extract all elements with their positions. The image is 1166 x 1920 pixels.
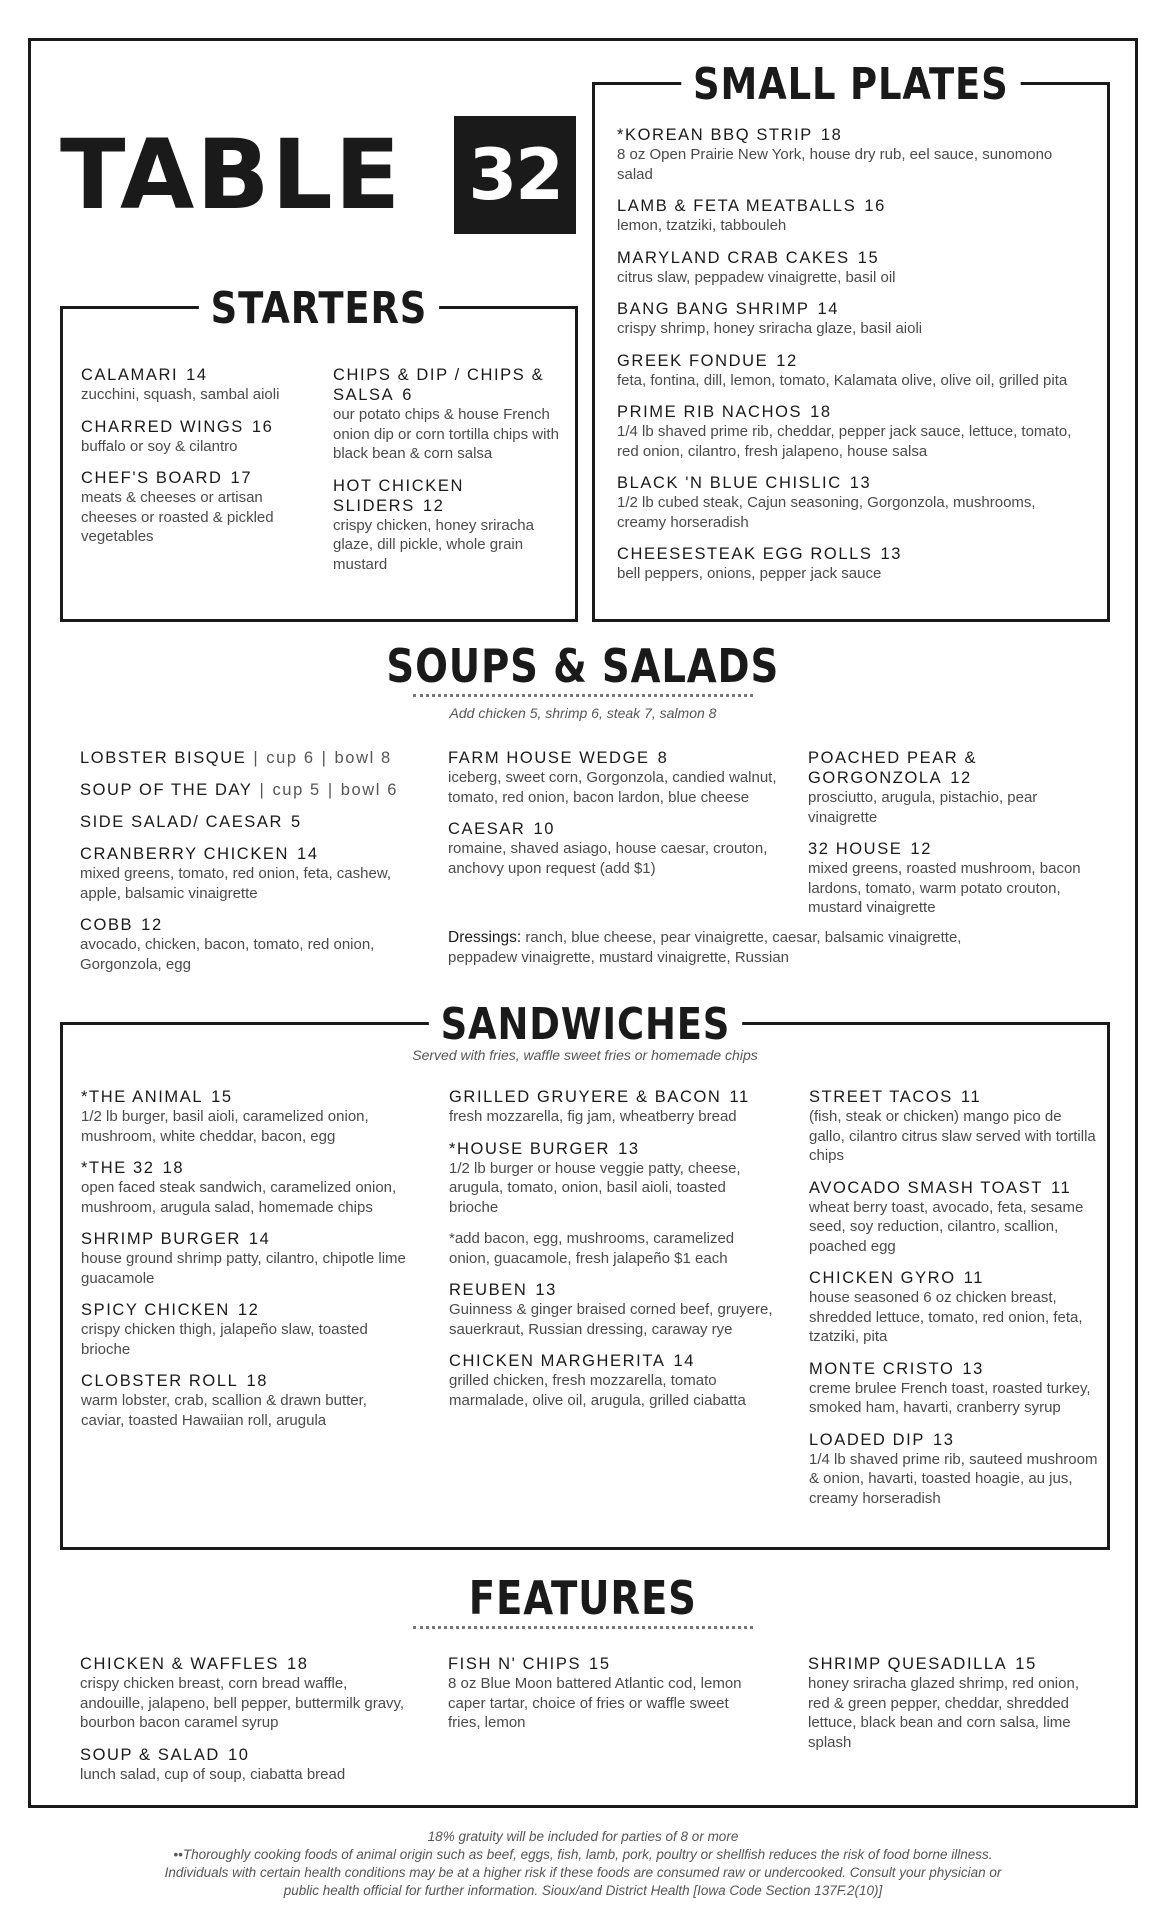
item-description: crispy shrimp, honey sriracha glaze, basil aioli: [617, 320, 923, 337]
item-name: [81, 1371, 411, 1391]
item-name: [81, 365, 301, 385]
item-price: 15: [1015, 1655, 1037, 1673]
item-description: zucchini, squash, sambal aioli: [81, 386, 280, 403]
logo-number-box: 32: [454, 116, 576, 234]
item-title: CHICKEN GYRO: [809, 1269, 956, 1287]
menu-item: [808, 839, 1088, 918]
section-subtitle: Served with fries, waffle sweet fries or homemade chips: [412, 1047, 758, 1063]
item-description: crispy chicken breast, corn bread waffle, andouille, jalapeno, bell pepper, buttermilk gravy, bourbon bacon caramel syrup: [80, 1675, 405, 1731]
item-price: 18: [246, 1372, 268, 1390]
item-name: [81, 1087, 411, 1107]
menu-item: [449, 1087, 774, 1127]
item-title: CHICKEN MARGHERITA: [449, 1352, 666, 1370]
item-price: 13: [618, 1139, 640, 1158]
item-price: 14: [673, 1352, 695, 1370]
soups-salads-header: [0, 640, 1166, 721]
item-name: [808, 1654, 1098, 1674]
menu-item: [333, 476, 561, 575]
item-title: BANG BANG SHRIMP: [617, 300, 810, 318]
item-title: SIDE SALAD/ CAESAR: [80, 813, 284, 831]
item-price: 12: [237, 1301, 260, 1319]
item-title: SHRIMP BURGER: [81, 1230, 241, 1248]
starters-list-right: [333, 365, 561, 586]
item-description: Guinness & ginger braised corned beef, gruyere, sauerkraut, Russian dressing, caraway rye: [449, 1301, 773, 1338]
item-name: [617, 196, 1077, 216]
item-price: 18: [820, 126, 843, 144]
cup-price: cup 6: [266, 749, 315, 767]
starters-section: [60, 283, 578, 622]
item-price: 14: [297, 845, 319, 863]
menu-item: [448, 819, 788, 878]
item-title: GRILLED GRUYERE & BACON: [449, 1088, 722, 1106]
menu-item: [449, 1351, 774, 1410]
item-price: 18: [286, 1655, 309, 1673]
menu-item: [808, 748, 1088, 827]
item-name: [809, 1430, 1099, 1450]
small-plates-section: [592, 59, 1110, 622]
separator: |: [321, 749, 328, 767]
item-name: [809, 1359, 1099, 1379]
soups-salads-left: [80, 748, 410, 986]
item-description: warm lobster, crab, scallion & drawn butter, caviar, toasted Hawaiian roll, arugula: [81, 1392, 367, 1429]
item-title: BLACK 'N BLUE CHISLIC: [617, 474, 842, 492]
dressings-note: [448, 928, 968, 968]
item-price: 16: [864, 197, 886, 215]
item-name: [449, 1351, 774, 1371]
menu-item: [81, 1300, 411, 1359]
item-title: SPICY CHICKEN: [81, 1301, 230, 1319]
menu-item: [81, 1229, 411, 1288]
item-name: [617, 299, 1077, 319]
item-name: [617, 351, 1077, 371]
item-description: wheat berry toast, avocado, feta, sesame seed, soy reduction, cilantro, scallion, poached egg: [809, 1198, 1084, 1255]
item-name: [617, 544, 1077, 564]
item-description: avocado, chicken, bacon, tomato, red onion, Gorgonzola, egg: [80, 936, 375, 973]
item-title: GREEK FONDUE: [617, 351, 769, 370]
features-right: [808, 1654, 1098, 1764]
item-name: [809, 1178, 1099, 1198]
soup-item: [80, 748, 410, 768]
menu-item: [80, 1654, 410, 1733]
separator: |: [253, 749, 260, 767]
item-name: [80, 844, 410, 864]
item-price: 5: [291, 813, 302, 831]
sandwiches-middle: [449, 1087, 774, 1422]
item-description: crispy chicken, honey sriracha glaze, dill pickle, whole grain mustard: [333, 516, 534, 573]
item-name: [449, 1280, 774, 1300]
menu-item: [81, 468, 301, 547]
footer: [0, 1828, 1166, 1900]
menu-item: [809, 1178, 1099, 1257]
item-price: 15: [211, 1088, 233, 1106]
item-title: *KOREAN BBQ STRIP: [617, 126, 813, 144]
item-name: [80, 915, 410, 935]
item-price: 14: [248, 1230, 271, 1248]
menu-item: [449, 1280, 774, 1339]
item-description: house ground shrimp patty, cilantro, chipotle lime guacamole: [81, 1250, 406, 1287]
item-description: 1/2 lb burger, basil aioli, caramelized onion, mushroom, white cheddar, bacon, egg: [81, 1108, 369, 1145]
item-description: 8 oz Blue Moon battered Atlantic cod, lemon caper tartar, choice of fries or waffle sweet fries, lemon: [448, 1675, 742, 1731]
item-description: fresh mozzarella, fig jam, wheatberry bread: [449, 1108, 737, 1125]
item-description: mixed greens, tomato, red onion, feta, cashew, apple, balsamic vinaigrette: [80, 865, 392, 902]
item-price: 6: [402, 386, 413, 404]
item-price: 17: [230, 469, 253, 487]
item-title: PRIME RIB NACHOS: [617, 403, 803, 421]
item-title: SOUP & SALAD: [80, 1745, 220, 1764]
menu-item: [809, 1268, 1099, 1347]
item-title: *THE ANIMAL: [81, 1088, 204, 1106]
item-description: house seasoned 6 oz chicken breast, shredded lettuce, tomato, red onion, feta, tzatziki, pita: [809, 1289, 1083, 1345]
item-price: 13: [535, 1281, 557, 1299]
menu-item: [80, 1745, 410, 1785]
item-price: 12: [141, 916, 163, 934]
item-description: lemon, tzatziki, tabbouleh: [617, 217, 787, 234]
item-price: 8: [657, 749, 669, 767]
section-title: SOUPS & SALADS: [386, 639, 780, 693]
menu-item: [81, 365, 301, 405]
item-description: iceberg, sweet corn, Gorgonzola, candied walnut, tomato, red onion, bacon lardon, blue cheese: [448, 769, 777, 806]
item-name: [81, 1229, 411, 1249]
item-description: honey sriracha glazed shrimp, red onion, red & green pepper, cheddar, shredded lettuce, black bean and corn salsa, lime splash: [808, 1675, 1079, 1751]
item-price: 11: [1050, 1178, 1072, 1197]
item-name: [333, 476, 561, 516]
menu-item: [449, 1229, 774, 1268]
item-description: *add bacon, egg, mushrooms, caramelized onion, guacamole, fresh jalapeño $1 each: [449, 1230, 735, 1267]
menu-item: [80, 915, 410, 974]
section-title: SMALL PLATES: [681, 59, 1020, 111]
item-name: [81, 1158, 411, 1178]
section-title: FEATURES: [468, 1571, 698, 1625]
item-title: STREET TACOS: [809, 1088, 953, 1106]
item-title: AVOCADO SMASH TOAST: [809, 1178, 1043, 1197]
item-description: romaine, shaved asiago, house caesar, crouton, anchovy upon request (add $1): [448, 840, 768, 877]
item-name: [617, 473, 1077, 493]
item-name: [80, 1654, 410, 1674]
dotted-divider: [413, 1626, 753, 1629]
item-name: [80, 1745, 410, 1765]
item-name: [448, 819, 788, 839]
item-price: 16: [251, 417, 274, 436]
separator: |: [327, 781, 334, 799]
menu-item: [809, 1359, 1099, 1418]
item-title: CHIPS & DIP / CHIPS & SALSA: [333, 366, 545, 404]
item-title: 32 HOUSE: [808, 840, 903, 858]
item-price: 13: [880, 545, 903, 563]
soup-name: LOBSTER BISQUE: [80, 749, 247, 767]
item-price: 13: [932, 1430, 955, 1449]
menu-item: [448, 748, 788, 807]
item-title: CHEESESTEAK EGG ROLLS: [617, 545, 873, 563]
item-price: 10: [227, 1745, 250, 1764]
item-name: [80, 812, 410, 832]
item-description: citrus slaw, peppadew vinaigrette, basil oil: [617, 268, 896, 286]
item-description: lunch salad, cup of soup, ciabatta bread: [80, 1765, 346, 1783]
item-description: creme brulee French toast, roasted turkey, smoked ham, havarti, cranberry syrup: [809, 1379, 1091, 1416]
item-title: SHRIMP QUESADILLA: [808, 1655, 1008, 1673]
section-title: STARTERS: [199, 283, 439, 335]
item-name: [808, 748, 1088, 788]
menu-item: [809, 1087, 1099, 1166]
item-name: [333, 365, 561, 405]
item-title: CRANBERRY CHICKEN: [80, 845, 290, 863]
item-description: our potato chips & house French onion dip or corn tortilla chips with black bean & corn salsa: [333, 406, 559, 462]
features-left: [80, 1654, 410, 1796]
soups-salads-right: [808, 748, 1088, 930]
item-name: [448, 1654, 748, 1674]
item-description: mixed greens, roasted mushroom, bacon lardons, tomato, warm potato crouton, mustard vinaigrette: [808, 860, 1081, 916]
item-description: grilled chicken, fresh mozzarella, tomato marmalade, olive oil, arugula, grilled ciabatta: [449, 1372, 746, 1409]
item-name: [81, 468, 301, 488]
separator: |: [259, 781, 266, 799]
item-title: FISH N' CHIPS: [448, 1655, 582, 1673]
menu-item: [617, 125, 1077, 184]
item-description: 1/4 lb shaved prime rib, sauteed mushroom & onion, havarti, toasted hoagie, au jus, creamy horseradish: [809, 1450, 1098, 1507]
menu-item: [617, 544, 1077, 584]
item-name: [809, 1087, 1099, 1107]
item-title: CHICKEN & WAFFLES: [80, 1655, 279, 1673]
menu-item: [333, 365, 561, 464]
menu-item: [808, 1654, 1098, 1752]
item-price: 12: [910, 840, 932, 858]
item-description: meats & cheeses or artisan cheeses or roasted & pickled vegetables: [81, 489, 274, 545]
item-name: [81, 1300, 411, 1320]
item-title: CAESAR: [448, 820, 526, 838]
item-description: buffalo or soy & cilantro: [81, 437, 238, 455]
item-description: open faced steak sandwich, caramelized onion, mushroom, arugula salad, homemade chips: [81, 1179, 397, 1216]
item-title: HOT CHICKEN SLIDERS: [333, 476, 464, 515]
starters-list-left: [81, 365, 301, 559]
item-price: 14: [817, 300, 840, 318]
item-price: 12: [950, 769, 972, 787]
item-title: *THE 32: [81, 1159, 155, 1177]
menu-item: [81, 417, 301, 457]
item-price: 15: [589, 1655, 611, 1673]
soup-item: [80, 780, 410, 800]
item-title: LAMB & FETA MEATBALLS: [617, 197, 857, 215]
item-title: CHARRED WINGS: [81, 417, 244, 436]
item-title: CHEF'S BOARD: [81, 469, 223, 487]
item-title: CLOBSTER ROLL: [81, 1372, 239, 1390]
bowl-price: bowl 6: [340, 781, 398, 799]
section-subtitle: Add chicken 5, shrimp 6, steak 7, salmon 8: [449, 705, 717, 721]
item-price: 18: [810, 403, 832, 421]
item-description: crispy chicken thigh, jalapeño slaw, toasted brioche: [81, 1321, 368, 1358]
item-description: (fish, steak or chicken) mango pico de gallo, cilantro citrus slaw served with tortilla chips: [809, 1108, 1096, 1164]
item-name: [449, 1087, 774, 1107]
item-name: [81, 417, 301, 437]
menu-item: [617, 196, 1077, 236]
cup-price: cup 5: [272, 781, 321, 799]
menu-item: [80, 812, 410, 832]
item-price: 12: [422, 496, 445, 515]
item-description: prosciutto, arugula, pistachio, pear vinaigrette: [808, 789, 1038, 826]
menu-item: [448, 1654, 748, 1733]
item-title: FARM HOUSE WEDGE: [448, 749, 650, 767]
item-title: POACHED PEAR & GORGONZOLA: [808, 749, 978, 787]
menu-item: [809, 1430, 1099, 1509]
item-price: 13: [849, 474, 872, 492]
sandwiches-left: [81, 1087, 411, 1442]
item-price: 11: [963, 1269, 984, 1287]
sandwiches-right: [809, 1087, 1099, 1520]
item-name: [617, 248, 1077, 268]
item-description: 1/2 lb burger or house veggie patty, cheese, arugula, tomato, onion, basil aioli, toasted brioche: [449, 1159, 741, 1216]
item-description: 1/2 lb cubed steak, Cajun seasoning, Gorgonzola, mushrooms, creamy horseradish: [617, 494, 1036, 531]
dressings-label: Dressings:: [448, 929, 522, 946]
menu-item: [617, 299, 1077, 339]
menu-item: [449, 1139, 774, 1218]
bowl-price: bowl 8: [334, 749, 392, 767]
menu-item: [617, 402, 1077, 461]
item-name: [808, 839, 1088, 859]
item-price: 15: [857, 248, 880, 267]
features-middle: [448, 1654, 748, 1745]
item-price: 13: [962, 1359, 984, 1378]
item-title: MARYLAND CRAB CAKES: [617, 248, 850, 267]
item-price: 11: [960, 1088, 982, 1106]
menu-item: [81, 1087, 411, 1146]
menu-item: [81, 1371, 411, 1430]
menu-item: [81, 1158, 411, 1217]
menu-item: [617, 248, 1077, 288]
menu-item: [617, 473, 1077, 532]
item-title: MONTE CRISTO: [809, 1359, 955, 1378]
logo-word: TABLE: [60, 119, 403, 231]
soups-salads-middle: [448, 748, 788, 890]
section-title: SANDWICHES: [428, 999, 741, 1051]
item-name: [617, 125, 1077, 145]
item-name: [617, 402, 1077, 422]
menu-item: [80, 844, 410, 903]
item-price: 11: [729, 1088, 750, 1106]
dotted-divider: [413, 694, 753, 697]
item-price: 12: [776, 351, 798, 370]
item-name: [809, 1268, 1099, 1288]
sandwiches-section: [60, 999, 1110, 1550]
item-title: *HOUSE BURGER: [449, 1139, 611, 1158]
menu-item: [617, 351, 1077, 391]
item-name: [448, 748, 788, 768]
item-price: 18: [162, 1159, 185, 1177]
item-title: REUBEN: [449, 1281, 528, 1299]
item-price: 14: [186, 366, 208, 384]
features-header: [0, 1572, 1166, 1629]
item-description: feta, fontina, dill, lemon, tomato, Kalamata olive, olive oil, grilled pita: [617, 371, 1068, 389]
item-title: COBB: [80, 916, 134, 934]
item-title: LOADED DIP: [809, 1430, 925, 1449]
restaurant-logo: [60, 116, 576, 234]
gratuity-note: 18% gratuity will be included for parties of 8 or more: [427, 1829, 739, 1844]
item-description: 8 oz Open Prairie New York, house dry rub, eel sauce, sunomono salad: [617, 146, 1053, 183]
item-price: 10: [533, 820, 556, 838]
item-title: CALAMARI: [81, 366, 179, 384]
food-safety-disclaimer: ••Thoroughly cooking foods of animal origin such as beef, eggs, fish, lamb, pork, poultry or shellfish reduces the risk of food borne illness. Individuals with certain health conditions may be at a higher risk if these foods are consumed raw or undercooked. Consult your physician or public health official for further information. Sioux/and District Health [Iowa Code Section 137F.2(10)]: [164, 1847, 1002, 1898]
item-name: [449, 1139, 774, 1159]
small-plates-list: [617, 125, 1077, 596]
soup-name: SOUP OF THE DAY: [80, 781, 253, 799]
item-description: 1/4 lb shaved prime rib, cheddar, pepper jack sauce, lettuce, tomato, red onion, cilantro, fresh jalapeno, house salsa: [617, 423, 1072, 460]
dressings-list: ranch, blue cheese, pear vinaigrette, caesar, balsamic vinaigrette, peppadew vinaigrette, mustard vinaigrette, Russian: [448, 929, 962, 966]
item-description: bell peppers, onions, pepper jack sauce: [617, 565, 882, 582]
